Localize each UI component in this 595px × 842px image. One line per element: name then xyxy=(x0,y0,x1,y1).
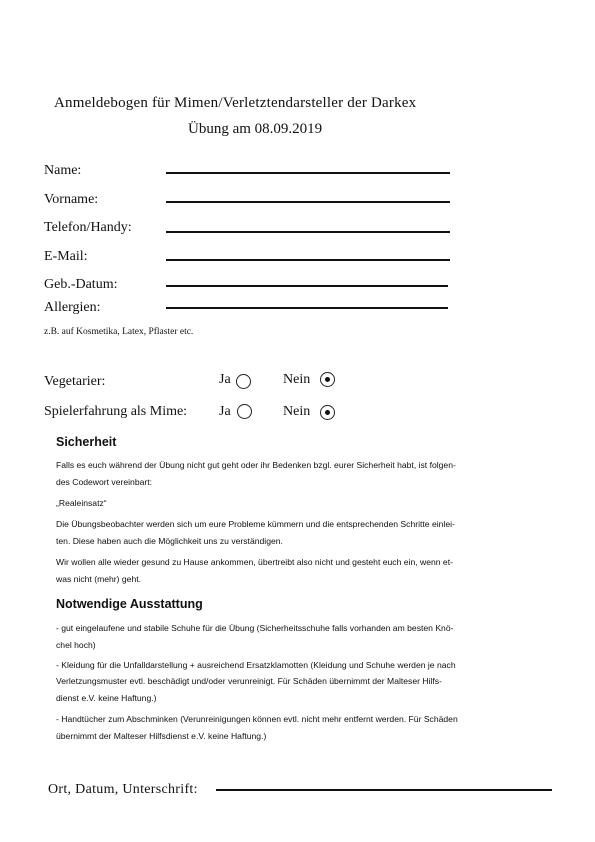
allergien-field[interactable] xyxy=(166,307,448,309)
vegetarier-nein-radio[interactable] xyxy=(320,372,335,387)
equipment-item-2-line-2: Verletzungsmuster evtl. beschädigt und/oder verunreinigt. Für Schäden übernimmt der Malteser Hilfs- xyxy=(56,676,442,686)
telefon-label: Telefon/Handy: xyxy=(44,220,132,235)
allergy-hint: z.B. auf Kosmetika, Latex, Pflaster etc. xyxy=(44,327,194,337)
safety-paragraph-3-line-2: was nicht (mehr) geht. xyxy=(56,574,142,584)
equipment-item-1-line-2: chel hoch) xyxy=(56,640,96,650)
form-subtitle: Übung am 08.09.2019 xyxy=(188,121,323,137)
equipment-item-2-line-1: - Kleidung für die Unfalldarstellung + ausreichend Ersatzklamotten (Kleidung und Schuhe werden je nach xyxy=(56,660,456,670)
spielerfahrung-ja-radio[interactable] xyxy=(237,404,252,419)
email-label: E-Mail: xyxy=(44,249,88,264)
vegetarier-label: Vegetarier: xyxy=(44,374,106,389)
equipment-item-1-line-1: - gut eingelaufene und stabile Schuhe für die Übung (Sicherheitsschuhe falls vorhanden am besten Knö- xyxy=(56,623,454,633)
safety-paragraph-1-line-2: des Codewort vereinbart: xyxy=(56,477,153,487)
equipment-item-2-line-3: dienst e.V. keine Haftung.) xyxy=(56,693,157,703)
email-field[interactable] xyxy=(166,259,450,261)
spielerfahrung-ja-label: Ja xyxy=(219,404,231,419)
safety-heading: Sicherheit xyxy=(56,435,117,449)
safety-paragraph-3-line-1: Wir wollen alle wieder gesund zu Hause ankommen, übertreibt also nicht und gesteht euch ein, wenn et- xyxy=(56,557,453,567)
spielerfahrung-label: Spielerfahrung als Mime: xyxy=(44,404,188,419)
allergien-label: Allergien: xyxy=(44,300,101,315)
geburtsdatum-label: Geb.-Datum: xyxy=(44,277,118,292)
safety-paragraph-2-line-2: ten. Diese haben auch die Möglichkeit uns zu verständigen. xyxy=(56,536,283,546)
signature-field[interactable] xyxy=(216,789,552,791)
equipment-heading: Notwendige Ausstattung xyxy=(56,597,203,611)
name-label: Name: xyxy=(44,163,82,178)
spielerfahrung-nein-label: Nein xyxy=(283,404,311,419)
telefon-field[interactable] xyxy=(166,231,450,233)
signature-label: Ort, Datum, Unterschrift: xyxy=(48,782,198,797)
vegetarier-ja-label: Ja xyxy=(219,372,231,387)
equipment-item-3-line-1: - Handtücher zum Abschminken (Verunreinigungen können evtl. nicht mehr entfernt werden. Für Schäden xyxy=(56,714,458,724)
vegetarier-ja-radio[interactable] xyxy=(236,374,251,389)
safety-paragraph-2-line-1: Die Übungsbeobachter werden sich um eure Probleme kümmern und die entsprechenden Schritte einlei- xyxy=(56,519,455,529)
form-title: Anmeldebogen für Mimen/Verletztendarsteller der Darkex xyxy=(54,95,417,111)
spielerfahrung-nein-radio[interactable] xyxy=(320,405,335,420)
vorname-label: Vorname: xyxy=(44,192,99,207)
name-field[interactable] xyxy=(166,172,450,174)
vorname-field[interactable] xyxy=(166,201,450,203)
geburtsdatum-field[interactable] xyxy=(166,285,448,287)
safety-paragraph-1-line-1: Falls es euch während der Übung nicht gut geht oder ihr Bedenken bzgl. eurer Sicherheit habt, ist folgen- xyxy=(56,460,456,470)
safety-codeword: „Realeinsatz“ xyxy=(56,498,107,508)
vegetarier-nein-label: Nein xyxy=(283,372,311,387)
equipment-item-3-line-2: übernimmt der Malteser Hilfsdienst e.V. keine Haftung.) xyxy=(56,731,267,741)
